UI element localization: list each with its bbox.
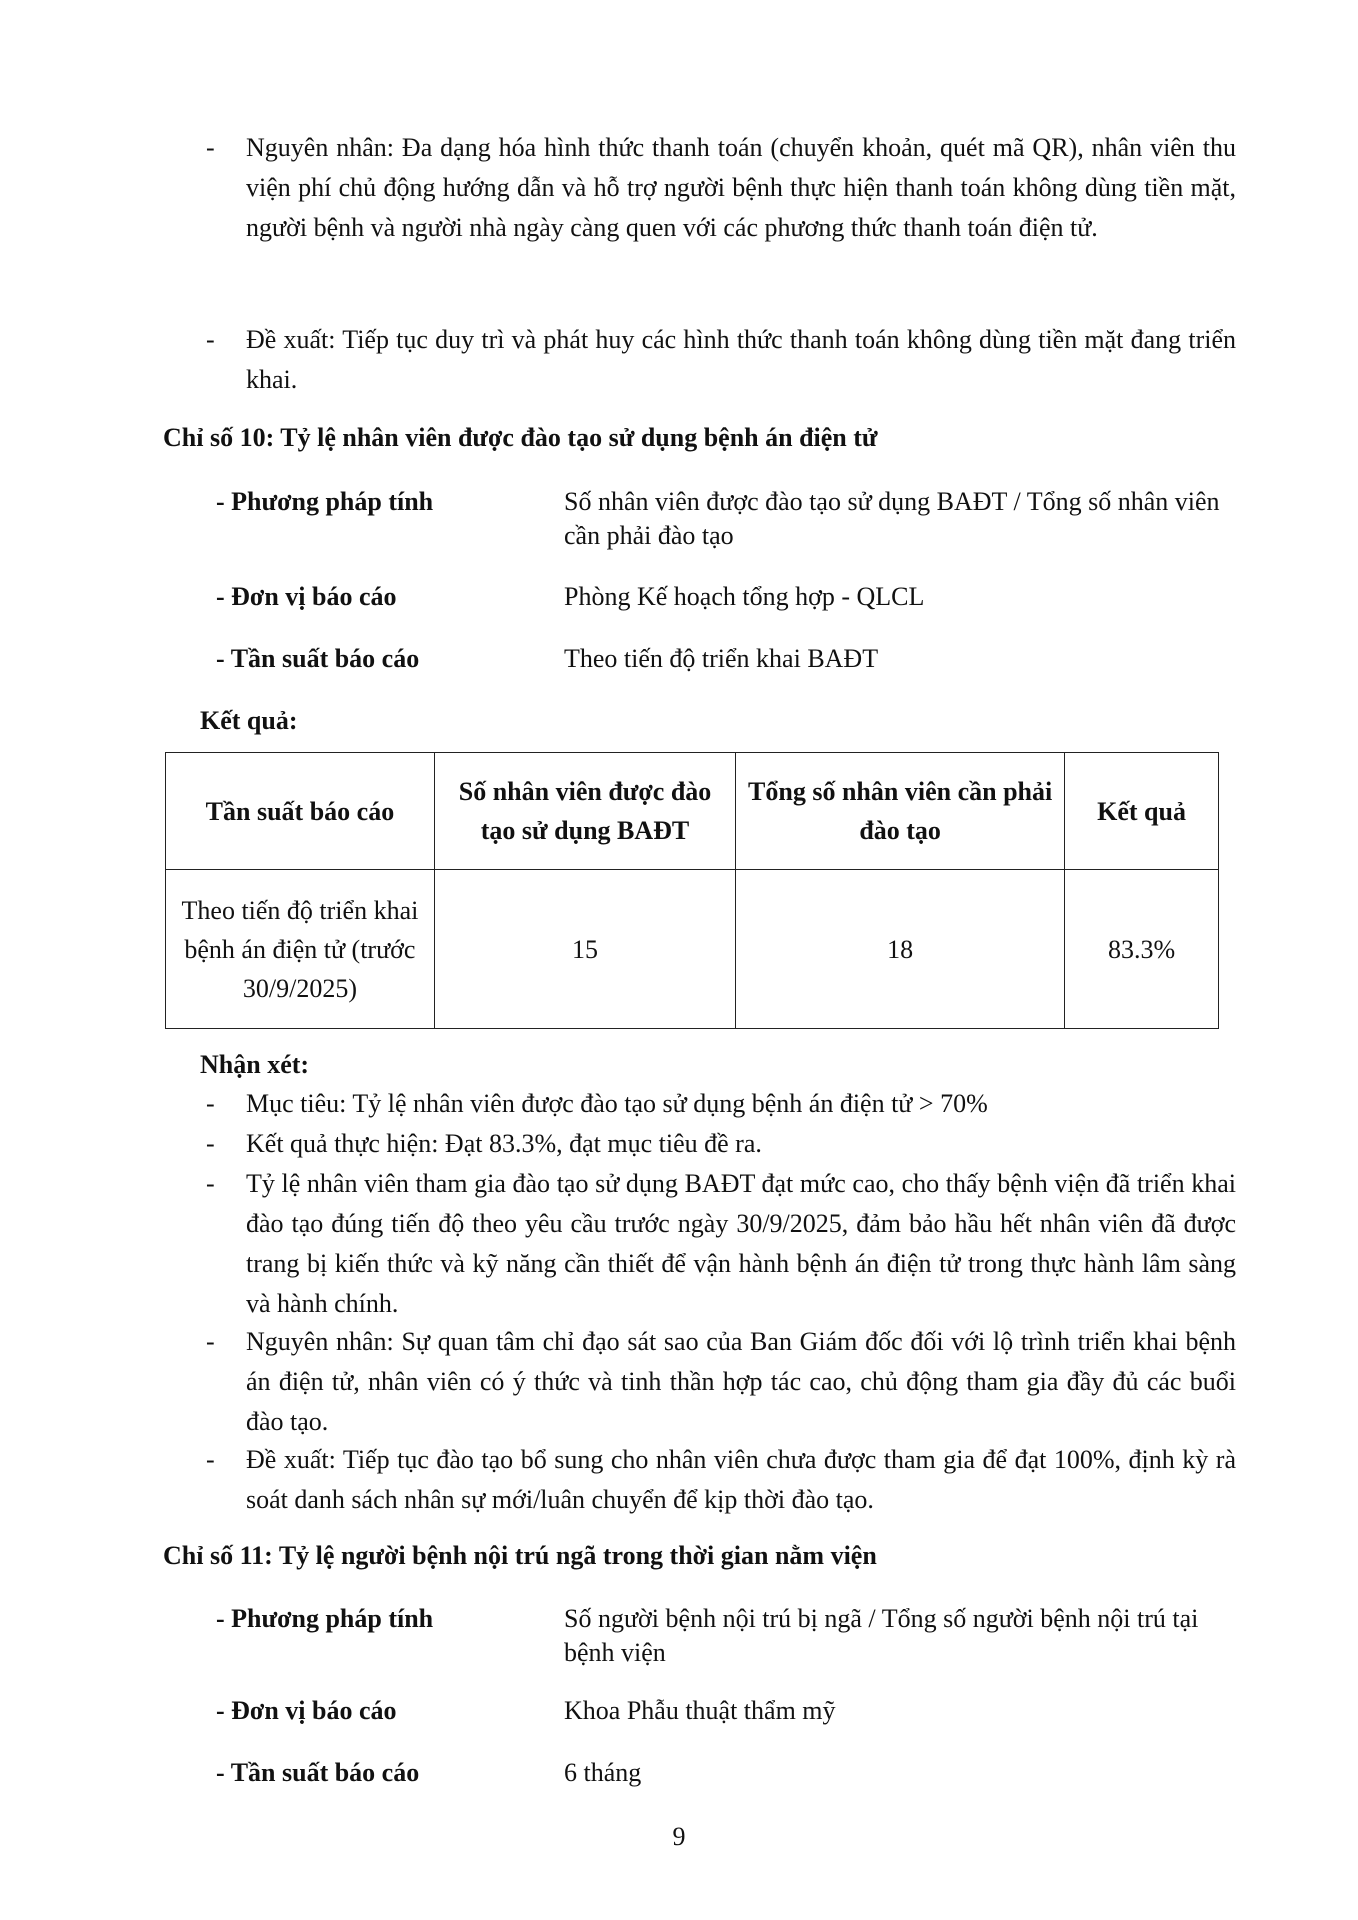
reporting-frequency-value: 6 tháng [564,1758,642,1787]
bullet-text: Kết quả thực hiện: Đạt 83.3%, đạt mục tiêu đề ra. [246,1129,762,1158]
table-cell-total: 18 [736,870,1065,1029]
bullet-dash: - [206,1129,215,1158]
method-value: Số người bệnh nội trú bị ngã / Tổng số người bệnh nội trú tại bệnh viện [564,1604,1199,1667]
table-cell-result: 83.3% [1065,870,1219,1029]
comment-ty-le [206,1164,1236,1324]
reporting-unit-value: Khoa Phẫu thuật thẩm mỹ [564,1696,836,1725]
bullet-nguyen-nhan-thanh-toan [206,128,1236,248]
column-header: Số nhân viên được đào tạo sử dụng BAĐT [434,753,735,870]
result-heading: Kết quả: [200,706,298,735]
bullet-text: Mục tiêu: Tỷ lệ nhân viên được đào tạo sử dụng bệnh án điện tử > 70% [246,1089,988,1118]
method-label: - Phương pháp tính [216,1604,434,1633]
comment-de-xuat [206,1440,1236,1520]
bullet-text: Nguyên nhân: Sự quan tâm chỉ đạo sát sao của Ban Giám đốc đối với lộ trình triển khai bệnh án điện tử, nhân viên có ý thức và tinh thần hợp tác cao, chủ động tham gia đầy đủ các buổi đào tạo. [246,1327,1236,1436]
reporting-frequency-label: - Tần suất báo cáo [216,644,420,673]
reporting-frequency-value: Theo tiến độ triển khai BAĐT [564,644,879,673]
bullet-text: Nguyên nhân: Đa dạng hóa hình thức thanh toán (chuyển khoản, quét mã QR), nhân viên thu viện phí chủ động hướng dẫn và hỗ trợ người bệnh thực hiện thanh toán không dùng tiền mặt, người bệnh và người nhà ngày càng quen với các phương thức thanh toán điện tử. [246,133,1236,242]
column-header: Tần suất báo cáo [166,753,435,870]
bullet-dash: - [206,1445,215,1474]
indicator-10-heading: Chỉ số 10: Tỷ lệ nhân viên được đào tạo sử dụng bệnh án điện tử [163,423,878,452]
bullet-text: Đề xuất: Tiếp tục duy trì và phát huy các hình thức thanh toán không dùng tiền mặt đang triển khai. [246,325,1236,394]
reporting-frequency-label: - Tần suất báo cáo [216,1758,420,1787]
bullet-dash: - [206,133,215,162]
table-row [166,870,1219,1029]
table-header-row [166,753,1219,870]
comment-muc-tieu [206,1084,1236,1124]
method-value: Số nhân viên được đào tạo sử dụng BAĐT / Tổng số nhân viên cần phải đào tạo [564,487,1220,550]
result-table [165,752,1219,1029]
method-label: - Phương pháp tính [216,487,434,516]
column-header: Kết quả [1065,753,1219,870]
comment-nguyen-nhan [206,1322,1236,1442]
table-cell-frequency: Theo tiến độ triển khai bệnh án điện tử (trước 30/9/2025) [166,870,435,1029]
column-header: Tổng số nhân viên cần phải đào tạo [736,753,1065,870]
bullet-dash: - [206,325,215,354]
bullet-dash: - [206,1169,215,1198]
indicator-11-heading: Chỉ số 11: Tỷ lệ người bệnh nội trú ngã trong thời gian nằm viện [163,1541,877,1570]
reporting-unit-label: - Đơn vị báo cáo [216,1696,397,1725]
comment-heading: Nhận xét: [200,1050,310,1079]
bullet-text: Đề xuất: Tiếp tục đào tạo bổ sung cho nhân viên chưa được tham gia để đạt 100%, định kỳ rà soát danh sách nhân sự mới/luân chuyển để kịp thời đào tạo. [246,1445,1236,1514]
bullet-dash: - [206,1327,215,1356]
page-number: 9 [672,1822,686,1851]
bullet-de-xuat-thanh-toan [206,320,1236,400]
reporting-unit-value: Phòng Kế hoạch tổng hợp - QLCL [564,582,925,611]
reporting-unit-label: - Đơn vị báo cáo [216,582,397,611]
bullet-text: Tỷ lệ nhân viên tham gia đào tạo sử dụng BAĐT đạt mức cao, cho thấy bệnh viện đã triển khai đào tạo đúng tiến độ theo yêu cầu trước ngày 30/9/2025, đảm bảo hầu hết nhân viên đã được trang bị kiến thức và kỹ năng cần thiết để vận hành bệnh án điện tử trong thực hành lâm sàng và hành chính. [246,1169,1236,1318]
table-cell-trained: 15 [434,870,735,1029]
comment-ket-qua [206,1124,1236,1164]
bullet-dash: - [206,1089,215,1118]
